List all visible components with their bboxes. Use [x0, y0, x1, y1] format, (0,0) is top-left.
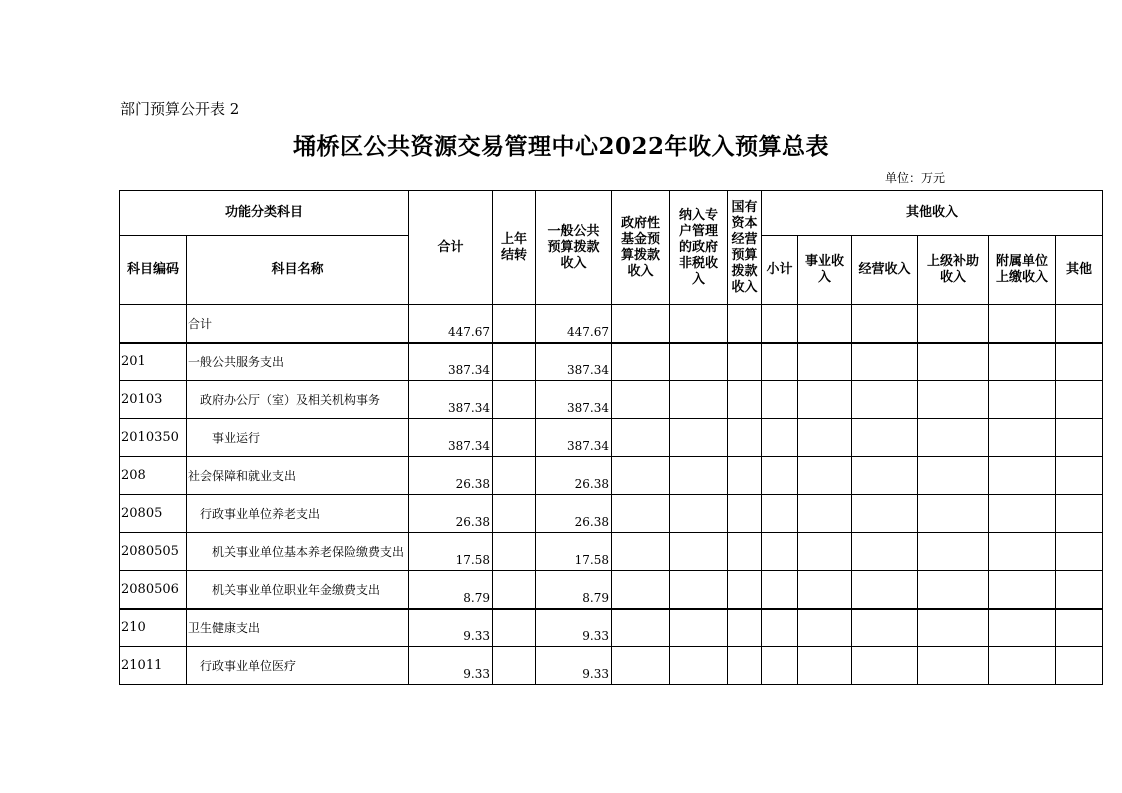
cell-code: 2080505: [120, 533, 187, 571]
cell-code: [120, 305, 187, 343]
header-business-income: 事业收入: [798, 236, 852, 305]
header-subsidy-income: 上级补助收入: [918, 236, 989, 305]
cell-code: 208: [120, 457, 187, 495]
cell-name: 合计: [187, 305, 409, 343]
table-row: [120, 381, 1103, 419]
cell-code: 20103: [120, 381, 187, 419]
cell-name: 机关事业单位职业年金缴费支出: [187, 571, 409, 609]
header-subject-name: 科目名称: [187, 236, 409, 305]
header-operating-income: 经营收入: [852, 236, 918, 305]
table-row: [120, 647, 1103, 685]
cell-total: 26.38: [409, 495, 493, 533]
header-gov-fund: 政府性基金预算拨款收入: [612, 191, 670, 305]
cell-general: 387.34: [536, 381, 612, 419]
header-total: 合计: [409, 191, 493, 305]
cell-name: 一般公共服务支出: [187, 343, 409, 381]
cell-code: 2080506: [120, 571, 187, 609]
unit-label: 单位：万元: [885, 171, 946, 185]
cell-name: 事业运行: [187, 419, 409, 457]
cell-total: 9.33: [409, 647, 493, 685]
cell-total: 26.38: [409, 457, 493, 495]
cell-code: 20805: [120, 495, 187, 533]
header-other: 其他: [1056, 236, 1103, 305]
budget-table: [119, 190, 1103, 685]
cell-total: 387.34: [409, 381, 493, 419]
table-row: [120, 457, 1103, 495]
cell-total: 17.58: [409, 533, 493, 571]
cell-total: 387.34: [409, 419, 493, 457]
cell-general: 447.67: [536, 305, 612, 343]
header-function-classification: 功能分类科目: [120, 191, 409, 236]
header-other-income: 其他收入: [762, 191, 1103, 236]
page-title: 埇桥区公共资源交易管理中心2022年收入预算总表: [292, 133, 829, 160]
cell-code: 201: [120, 343, 187, 381]
header-general-budget: 一般公共预算拨款收入: [536, 191, 612, 305]
table-row: [120, 609, 1103, 647]
header-special-account: 纳入专户管理的政府非税收入: [670, 191, 728, 305]
cell-name: 政府办公厅（室）及相关机构事务: [187, 381, 409, 419]
cell-total: 387.34: [409, 343, 493, 381]
cell-general: 8.79: [536, 571, 612, 609]
cell-general: 17.58: [536, 533, 612, 571]
table-row: [120, 305, 1103, 343]
cell-name: 社会保障和就业支出: [187, 457, 409, 495]
table-number-label: 部门预算公开表 2: [120, 100, 240, 118]
cell-code: 210: [120, 609, 187, 647]
cell-code: 2010350: [120, 419, 187, 457]
table-row: [120, 419, 1103, 457]
cell-general: 9.33: [536, 647, 612, 685]
header-subtotal: 小计: [762, 236, 798, 305]
cell-general: 387.34: [536, 343, 612, 381]
cell-general: 9.33: [536, 609, 612, 647]
cell-name: 卫生健康支出: [187, 609, 409, 647]
cell-total: 8.79: [409, 571, 493, 609]
table-row: [120, 571, 1103, 609]
cell-name: 行政事业单位医疗: [187, 647, 409, 685]
header-affiliate-income: 附属单位上缴收入: [989, 236, 1056, 305]
table-row: [120, 533, 1103, 571]
cell-name: 行政事业单位养老支出: [187, 495, 409, 533]
header-subject-code: 科目编码: [120, 236, 187, 305]
header-carryover: 上年结转: [493, 191, 536, 305]
cell-name: 机关事业单位基本养老保险缴费支出: [187, 533, 409, 571]
cell-general: 387.34: [536, 419, 612, 457]
cell-general: 26.38: [536, 495, 612, 533]
cell-general: 26.38: [536, 457, 612, 495]
cell-total: 9.33: [409, 609, 493, 647]
header-state-capital: 国有资本经营预算拨款收入: [728, 191, 762, 305]
table-row: [120, 343, 1103, 381]
cell-total: 447.67: [409, 305, 493, 343]
cell-code: 21011: [120, 647, 187, 685]
table-row: [120, 495, 1103, 533]
